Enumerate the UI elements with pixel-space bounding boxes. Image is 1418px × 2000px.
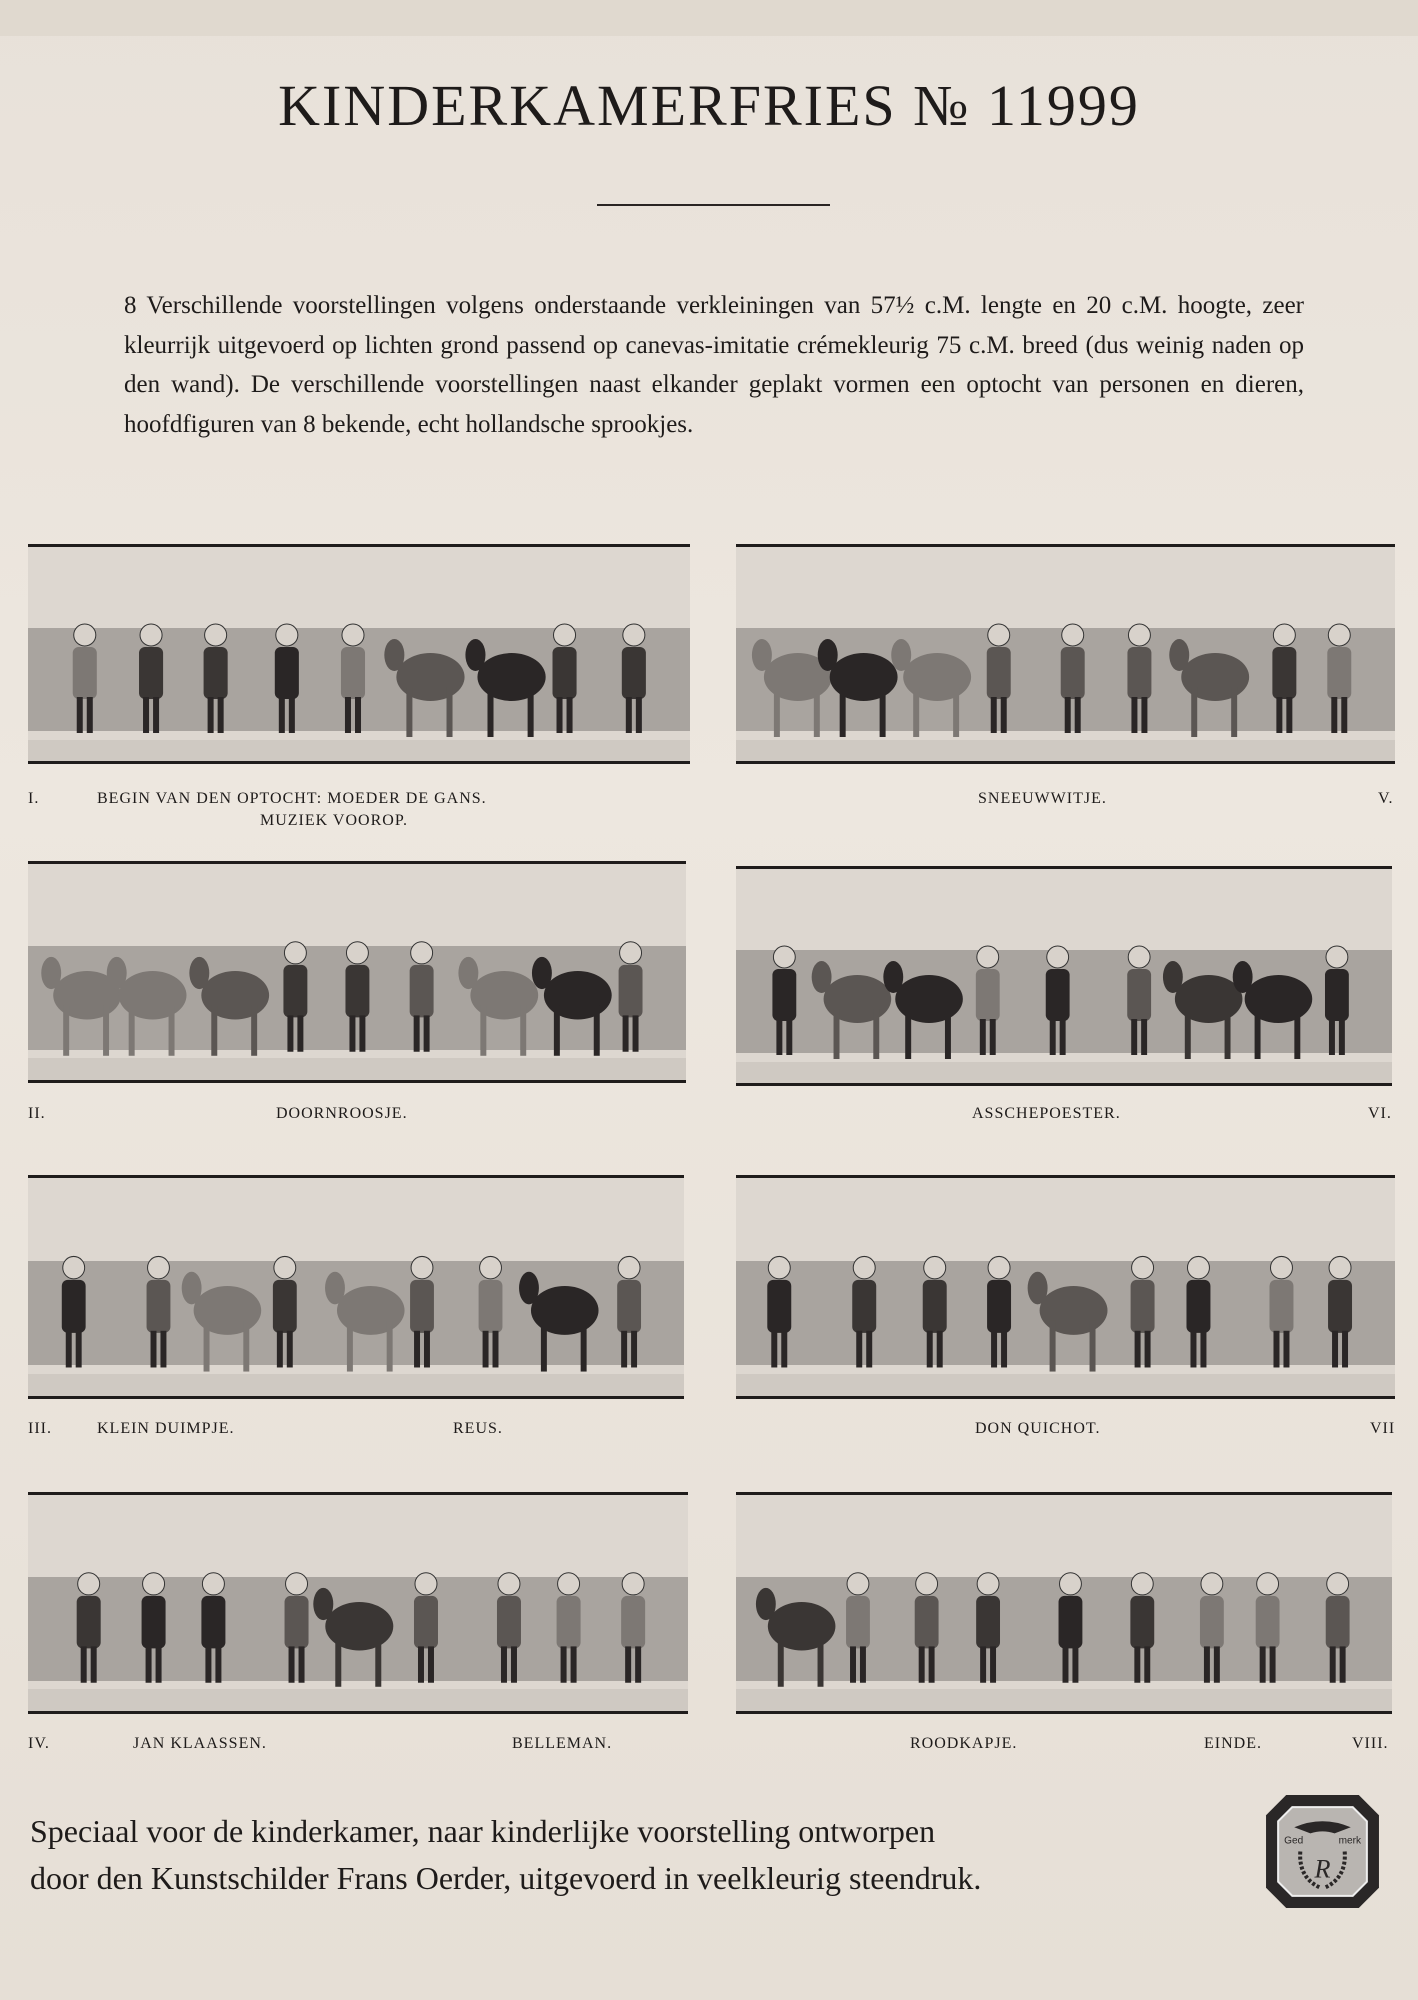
procession-figure: [273, 1256, 297, 1367]
procession-figure: [497, 1573, 521, 1683]
panel-numeral: V.: [1378, 790, 1394, 807]
procession-figure: [976, 1573, 1000, 1683]
procession-figure: [1272, 624, 1296, 733]
procession-figure: [1256, 1573, 1280, 1683]
frieze-panel-1: [28, 544, 690, 764]
procession-figure: [479, 1256, 503, 1367]
panel-caption: JAN KLAASSEN.: [133, 1735, 267, 1752]
procession-figure: [313, 1588, 393, 1687]
procession-figure: [976, 946, 1000, 1055]
procession-figure: [767, 1256, 791, 1367]
panel-caption: BEGIN VAN DEN OPTOCHT: MOEDER DE GANS.: [97, 790, 487, 807]
panel-numeral: IV.: [28, 1735, 50, 1752]
footer-line-2: door den Kunstschilder Frans Oerder, uitgevoerd in veelkleurig steendruk.: [30, 1860, 982, 1896]
frieze-panel-3: [28, 1175, 684, 1399]
procession-figure: [1061, 624, 1085, 733]
procession-figure: [1200, 1573, 1224, 1683]
procession-figure: [553, 624, 577, 733]
procession-figure: [557, 1573, 581, 1683]
procession-figure: [283, 942, 307, 1052]
procession-figure: [147, 1256, 171, 1367]
procession-figure: [458, 957, 538, 1056]
procession-figure: [325, 1272, 405, 1372]
procession-figure: [1163, 961, 1243, 1059]
procession-figure: [622, 624, 646, 733]
procession-figure: [1127, 946, 1151, 1055]
procession-figure: [1325, 946, 1349, 1055]
procession-figure: [891, 639, 971, 737]
logo-text-right: merk: [1338, 1835, 1362, 1847]
procession-figure: [812, 961, 892, 1059]
frieze-panel-8: [736, 1492, 1392, 1714]
panel-caption: BELLEMAN.: [512, 1735, 613, 1752]
panel-numeral: VII: [1370, 1420, 1396, 1437]
procession-figure: [756, 1588, 836, 1687]
procession-figure: [275, 624, 299, 733]
procession-figure: [772, 946, 796, 1055]
procession-figure: [818, 639, 898, 737]
procession-figure: [142, 1573, 166, 1683]
procession-figure: [62, 1256, 86, 1367]
panel-caption: KLEIN DUIMPJE.: [97, 1420, 235, 1437]
procession-figure: [987, 1256, 1011, 1367]
procession-figure: [1127, 624, 1151, 733]
procession-figure: [519, 1272, 599, 1372]
procession-figure: [1233, 961, 1313, 1059]
frieze-panel-6: [736, 866, 1392, 1086]
panel-caption: DOORNROOSJE.: [276, 1105, 408, 1122]
frieze-panel-7: [736, 1175, 1395, 1399]
panel-caption: EINDE.: [1204, 1735, 1262, 1752]
procession-figure: [1130, 1573, 1154, 1683]
procession-figure: [341, 624, 365, 733]
procession-figure: [1059, 1573, 1083, 1683]
procession-figure: [1327, 624, 1351, 733]
procession-figure: [987, 624, 1011, 733]
procession-figure: [1186, 1256, 1210, 1367]
procession-figure: [852, 1256, 876, 1367]
intro-paragraph: 8 Verschillende voorstellingen volgens onderstaande verkleiningen van 57½ c.M. lengte en 20 c.M. hoogte, zeer kleurrijk uitgevoerd op lichten grond passend op canevas-imitatie crémekleurig 75 c.M. breed (dus weinig naden op den wand). De verschillende voorstellingen naast elkander geplakt vormen een optocht van personen en dieren, hoofdfiguren van 8 bekende, echt hollandsche sprookjes.: [124, 292, 1304, 438]
procession-figure: [410, 942, 434, 1052]
page-title: KINDERKAMERFRIES № 11999: [278, 73, 1140, 138]
procession-figure: [1046, 946, 1070, 1055]
procession-figure: [1326, 1573, 1350, 1683]
procession-figure: [107, 957, 187, 1056]
frieze-panel-4: [28, 1492, 688, 1714]
procession-figure: [923, 1256, 947, 1367]
procession-figure: [1269, 1256, 1293, 1367]
panel-numeral: VI.: [1368, 1105, 1392, 1122]
panel-numeral: VIII.: [1352, 1735, 1389, 1752]
procession-figure: [285, 1573, 309, 1683]
frieze-panel-2: [28, 861, 686, 1083]
procession-figure: [1028, 1272, 1108, 1372]
frieze-panel-5: [736, 544, 1395, 764]
procession-figure: [414, 1573, 438, 1683]
procession-figure: [345, 942, 369, 1052]
paper-edge: [0, 0, 1418, 36]
procession-figure: [846, 1573, 870, 1683]
footer-text: [30, 1808, 1210, 1902]
procession-figure: [1169, 639, 1249, 737]
logo-monogram: R: [1314, 1854, 1331, 1884]
trademark-logo: [1262, 1791, 1383, 1912]
procession-figure: [204, 624, 228, 733]
procession-figure: [1131, 1256, 1155, 1367]
panel-numeral: I.: [28, 790, 40, 807]
panel-caption: ASSCHEPOESTER.: [972, 1105, 1121, 1122]
procession-figure: [73, 624, 97, 733]
panel-caption: SNEEUWWITJE.: [978, 790, 1107, 807]
procession-figure: [201, 1573, 225, 1683]
title-divider: [597, 204, 830, 206]
procession-figure: [384, 639, 464, 737]
procession-figure: [182, 1272, 262, 1372]
procession-figure: [883, 961, 963, 1059]
procession-figure: [77, 1573, 101, 1683]
procession-figure: [619, 942, 643, 1052]
procession-figure: [189, 957, 269, 1056]
panel-caption: ROODKAPJE.: [910, 1735, 1018, 1752]
procession-figure: [139, 624, 163, 733]
panel-caption: MUZIEK VOOROP.: [260, 812, 408, 829]
panel-caption: REUS.: [453, 1420, 503, 1437]
procession-figure: [1328, 1256, 1352, 1367]
panel-numeral: II.: [28, 1105, 46, 1122]
procession-figure: [915, 1573, 939, 1683]
procession-figure: [532, 957, 612, 1056]
procession-figure: [621, 1573, 645, 1683]
logo-text-left: Ged: [1284, 1835, 1304, 1847]
procession-figure: [617, 1256, 641, 1367]
panel-numeral: III.: [28, 1420, 52, 1437]
panel-caption: DON QUICHOT.: [975, 1420, 1101, 1437]
footer-line-1: Speciaal voor de kinderkamer, naar kinderlijke voorstelling ontworpen: [30, 1813, 936, 1849]
procession-figure: [465, 639, 545, 737]
procession-figure: [410, 1256, 434, 1367]
